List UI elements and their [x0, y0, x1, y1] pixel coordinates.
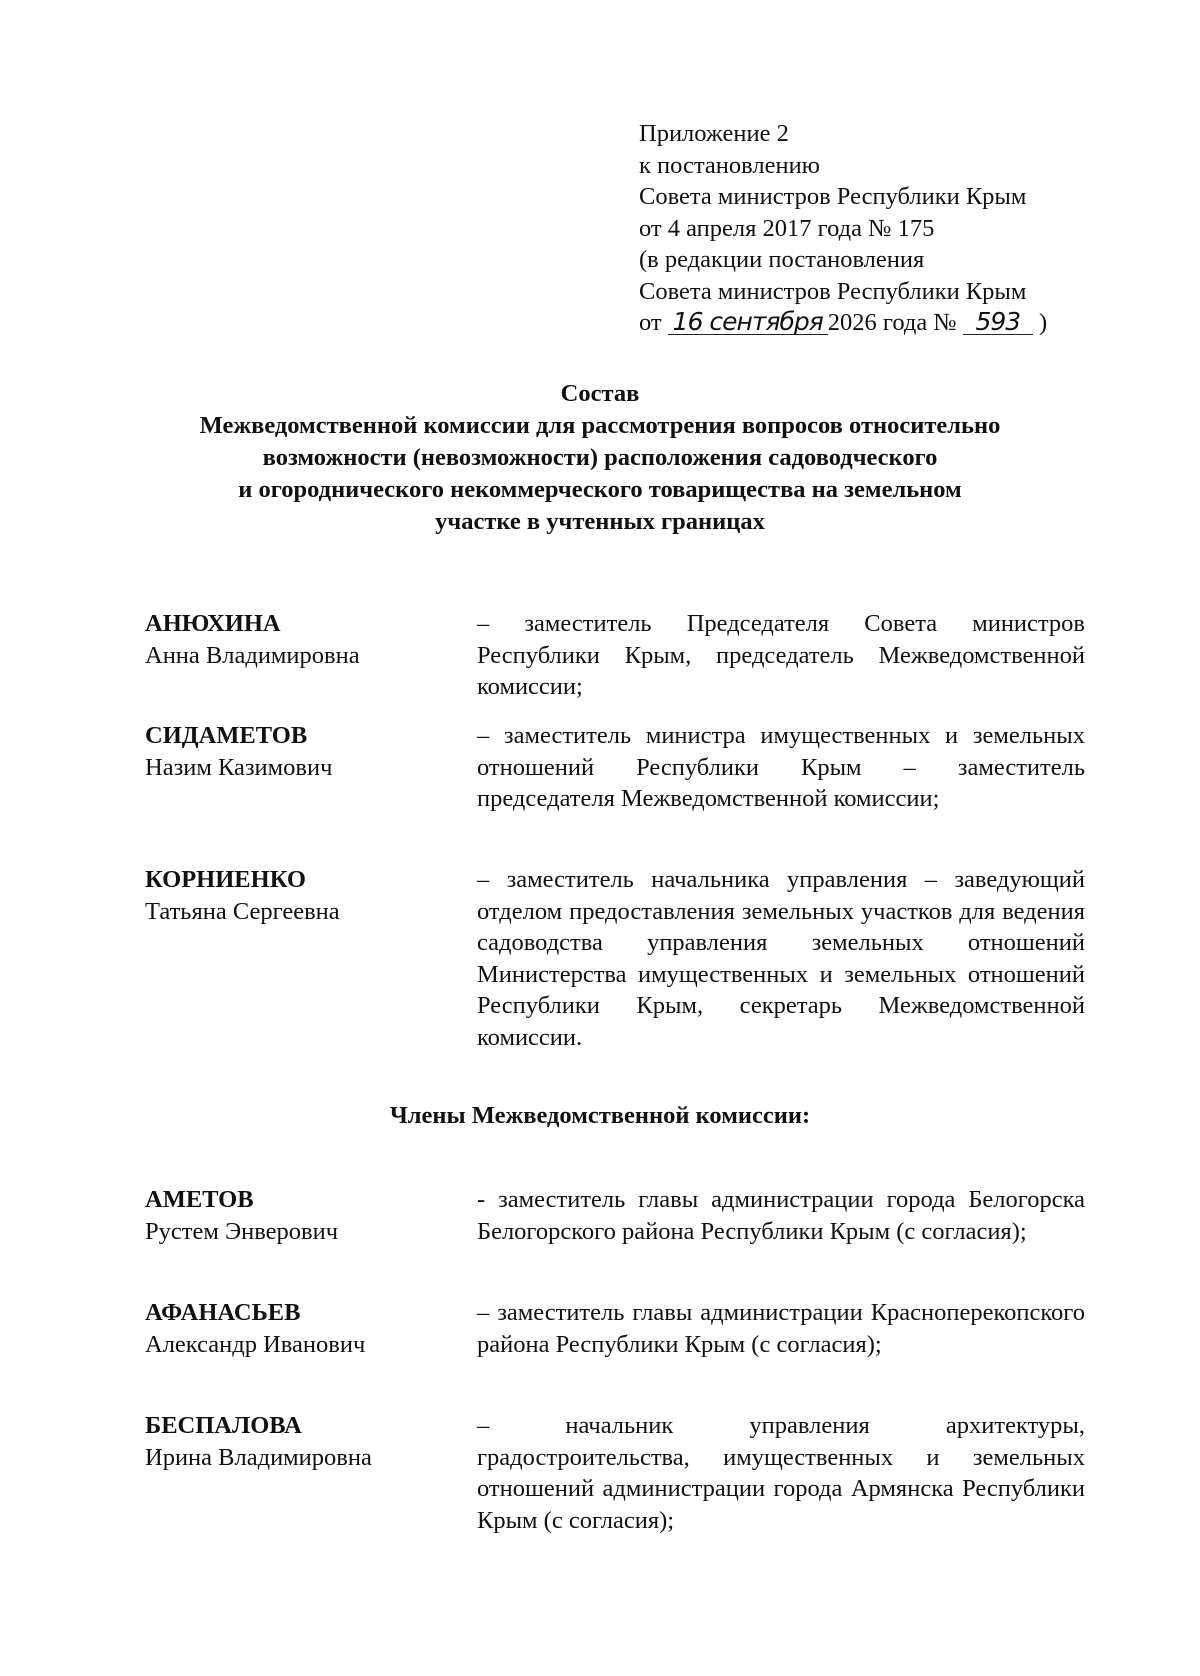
appendix-block: [639, 118, 1047, 339]
appendix-year: 2026 года №: [827, 309, 957, 336]
appendix-line: Совета министров Республики Крым: [639, 183, 1027, 210]
appendix-line: от 4 апреля 2017 года № 175: [639, 214, 935, 242]
person-given-name: Александр Иванович: [145, 1330, 366, 1358]
person-given-name: Ирина Владимировна: [145, 1443, 372, 1471]
person-name-block: [145, 864, 445, 927]
person-surname: АНЮХИНА: [145, 610, 281, 637]
appendix-prefix: от: [639, 309, 662, 336]
appendix-closing: ): [1038, 309, 1048, 336]
handwritten-date: 16 сентября: [668, 310, 828, 335]
person-role: – начальник управления архитектуры, градостроительства, имущественных и земельных отношений администрации города Армянска Республики Крым (с согласия);: [477, 1412, 1085, 1534]
person-role: - заместитель главы администрации города Белогорска Белогорского района Республики Крым (с согласия);: [477, 1186, 1085, 1245]
person-given-name: Рустем Энверович: [145, 1217, 339, 1245]
appendix-date-line: [639, 307, 1047, 339]
person-surname: СИДАМЕТОВ: [145, 722, 308, 749]
person-role: – заместитель министра имущественных и земельных отношений Республики Крым – заместитель председателя Межведомственной комиссии;: [477, 722, 1085, 812]
appendix-line: Совета министров Республики Крым: [639, 277, 1027, 305]
document-title: [100, 378, 1100, 538]
appendix-line: Приложение 2: [639, 120, 789, 147]
title-line: Межведомственной комиссии для рассмотрения вопросов относительно: [199, 412, 1001, 439]
person-given-name: Анна Владимировна: [145, 641, 360, 669]
appendix-line: (в редакции постановления: [639, 246, 925, 273]
title-line: и огороднического некоммерческого товарищества на земельном: [238, 476, 962, 503]
person-given-name: Назим Казимович: [145, 753, 333, 781]
title-line: участке в учтенных границах: [435, 508, 765, 535]
person-name-block: [145, 1410, 445, 1473]
person-role: – заместитель Председателя Совета министров Республики Крым, председатель Межведомственной комиссии;: [477, 610, 1085, 700]
title-heading: Состав: [560, 380, 640, 407]
person-role: – заместитель начальника управления – заведующий отделом предоставления земельных участков для ведения садоводства управления земельных отношений Министерства имущественных и земельных отношений Республики Крым, секретарь Межведомственной комиссии.: [477, 866, 1085, 1051]
person-given-name: Татьяна Сергеевна: [145, 897, 340, 925]
person-name-block: [145, 1184, 445, 1247]
person-surname: БЕСПАЛОВА: [145, 1412, 302, 1439]
person-name-block: [145, 608, 445, 671]
person-surname: АМЕТОВ: [145, 1186, 254, 1213]
person-surname: АФАНАСЬЕВ: [145, 1299, 301, 1326]
person-surname: КОРНИЕНКО: [145, 866, 306, 893]
person-role: – заместитель главы администрации Красноперекопского района Республики Крым (с согласия);: [477, 1299, 1085, 1358]
handwritten-number: 593: [963, 310, 1033, 335]
members-heading: Члены Межведомственной комиссии:: [389, 1102, 811, 1129]
appendix-line: к постановлению: [639, 151, 820, 179]
title-line: возможности (невозможности) расположения садоводческого: [262, 444, 938, 471]
person-name-block: [145, 720, 445, 783]
person-name-block: [145, 1297, 445, 1360]
